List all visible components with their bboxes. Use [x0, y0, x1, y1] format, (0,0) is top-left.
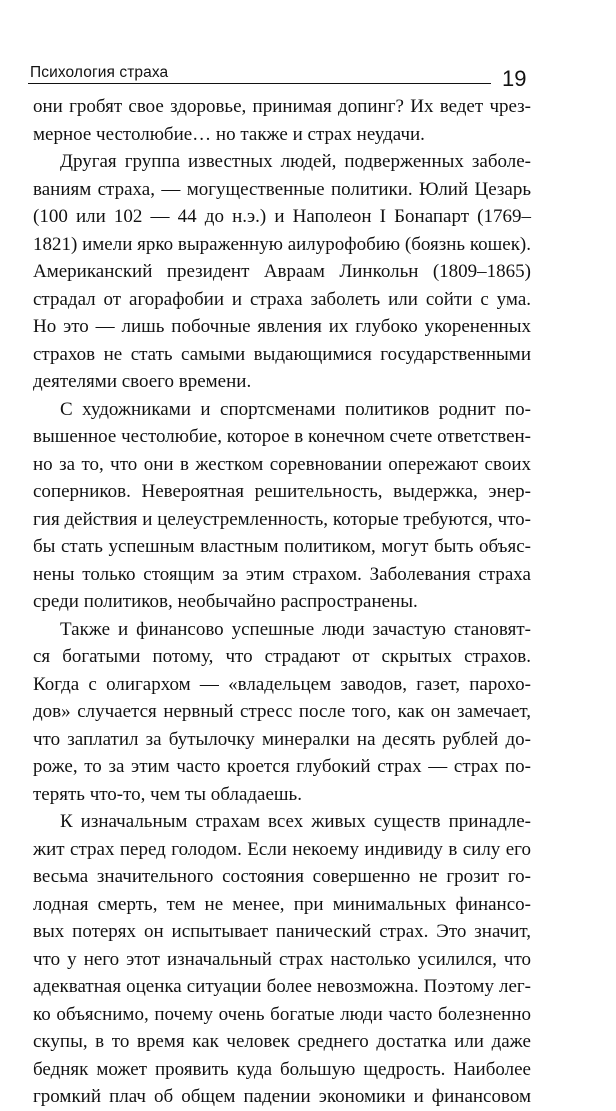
text-line: нены только стоящим за этим страхом. Заболевания страха [33, 563, 531, 585]
text-line: деятелями своего времени. [33, 371, 252, 392]
text-line: страдал от агорафобии и страха заболеть или сойти с ума. [33, 288, 531, 310]
text-line: страхов не стать самыми выдающимися государственными [33, 343, 531, 365]
paragraph [33, 396, 531, 616]
text-line: бы стать успешным властным политиком, могут быть объяс- [33, 536, 531, 557]
text-line: весьма значительного состояния совершенно не грозит го- [33, 866, 531, 887]
text-line: жит страх перед голодом. Если некоему индивиду в силу его [33, 838, 531, 860]
text-line: что у него этот изначальный страх настолько усилился, что [33, 948, 531, 970]
paragraph [33, 808, 531, 1111]
text-line: лодная смерть, тем не менее, при минимальных финансо- [33, 893, 531, 915]
text-line: они гробят свое здоровье, принимая допинг? Их ведет чрез- [33, 96, 531, 117]
text-line: роже, то за этим часто кроется глубокий страх — страх по- [33, 756, 531, 777]
text-line: вых потерях он испытывает панический страх. Это значит, [33, 921, 531, 942]
text-line: Другая группа известных людей, подверженных заболе- [60, 151, 531, 172]
header-rule [28, 83, 491, 84]
text-line: терять что-то, чем ты обладаешь. [33, 783, 302, 805]
text-line: ся богатыми потому, что страдают от скрытых страхов. [33, 646, 531, 667]
page-number: 19 [502, 66, 527, 91]
text-line: соперников. Невероятная решительность, выдержка, энер- [33, 481, 531, 502]
body-text [33, 93, 531, 1111]
text-line: ваниям страха, — могущественные политики. Юлий Цезарь [33, 178, 531, 200]
paragraph [33, 616, 531, 809]
text-line: вышенное честолюбие, которое в конечном счете ответствен- [33, 426, 531, 447]
text-line: Когда с олигархом — «владельцем заводов, газет, парохо- [33, 673, 531, 695]
running-header: Психология страха [30, 64, 169, 81]
text-line: К изначальным страхам всех живых существ принадле- [60, 811, 531, 832]
text-line: среди политиков, необычайно распространены. [33, 591, 418, 612]
text-line: что заплатил за бутылочку минералки на десять рублей до- [33, 728, 531, 750]
text-line: гия действия и целеустремленность, которые требуются, что- [33, 508, 531, 530]
text-line: Американский президент Авраам Линкольн (1809–1865) [33, 261, 531, 282]
text-line: ко объяснимо, почему очень богатые люди часто болезненно [33, 1003, 531, 1025]
text-line: бедняк может проявить куда большую щедрость. Наиболее [33, 1058, 531, 1080]
text-line: дов» случается нервный стресс после того, как он замечает, [33, 701, 531, 722]
text-line: адекватная оценка ситуации более невозможна. Поэтому лег- [33, 976, 531, 997]
text-line: Также и финансово успешные люди зачастую становят- [60, 618, 531, 640]
text-line: громкий плач об общем падении экономики и финансовом [33, 1086, 531, 1107]
text-line: мерное честолюбие… но также и страх неудачи. [33, 123, 425, 145]
text-line: (100 или 102 — 44 до н.э.) и Наполеон I Бонапарт (1769– [33, 206, 531, 227]
text-line: С художниками и спортсменами политиков роднит по- [60, 398, 531, 420]
paragraph [33, 93, 531, 148]
paragraph [33, 148, 531, 396]
text-line: скупы, в то время как человек среднего достатка или даже [33, 1031, 531, 1052]
text-line: но за то, что они в жестком соревновании опережают своих [33, 453, 531, 475]
text-line: 1821) имели ярко выраженную аилурофобию (боязнь кошек). [33, 233, 531, 255]
text-line: Но это — лишь побочные явления их глубоко укорененных [33, 316, 531, 337]
